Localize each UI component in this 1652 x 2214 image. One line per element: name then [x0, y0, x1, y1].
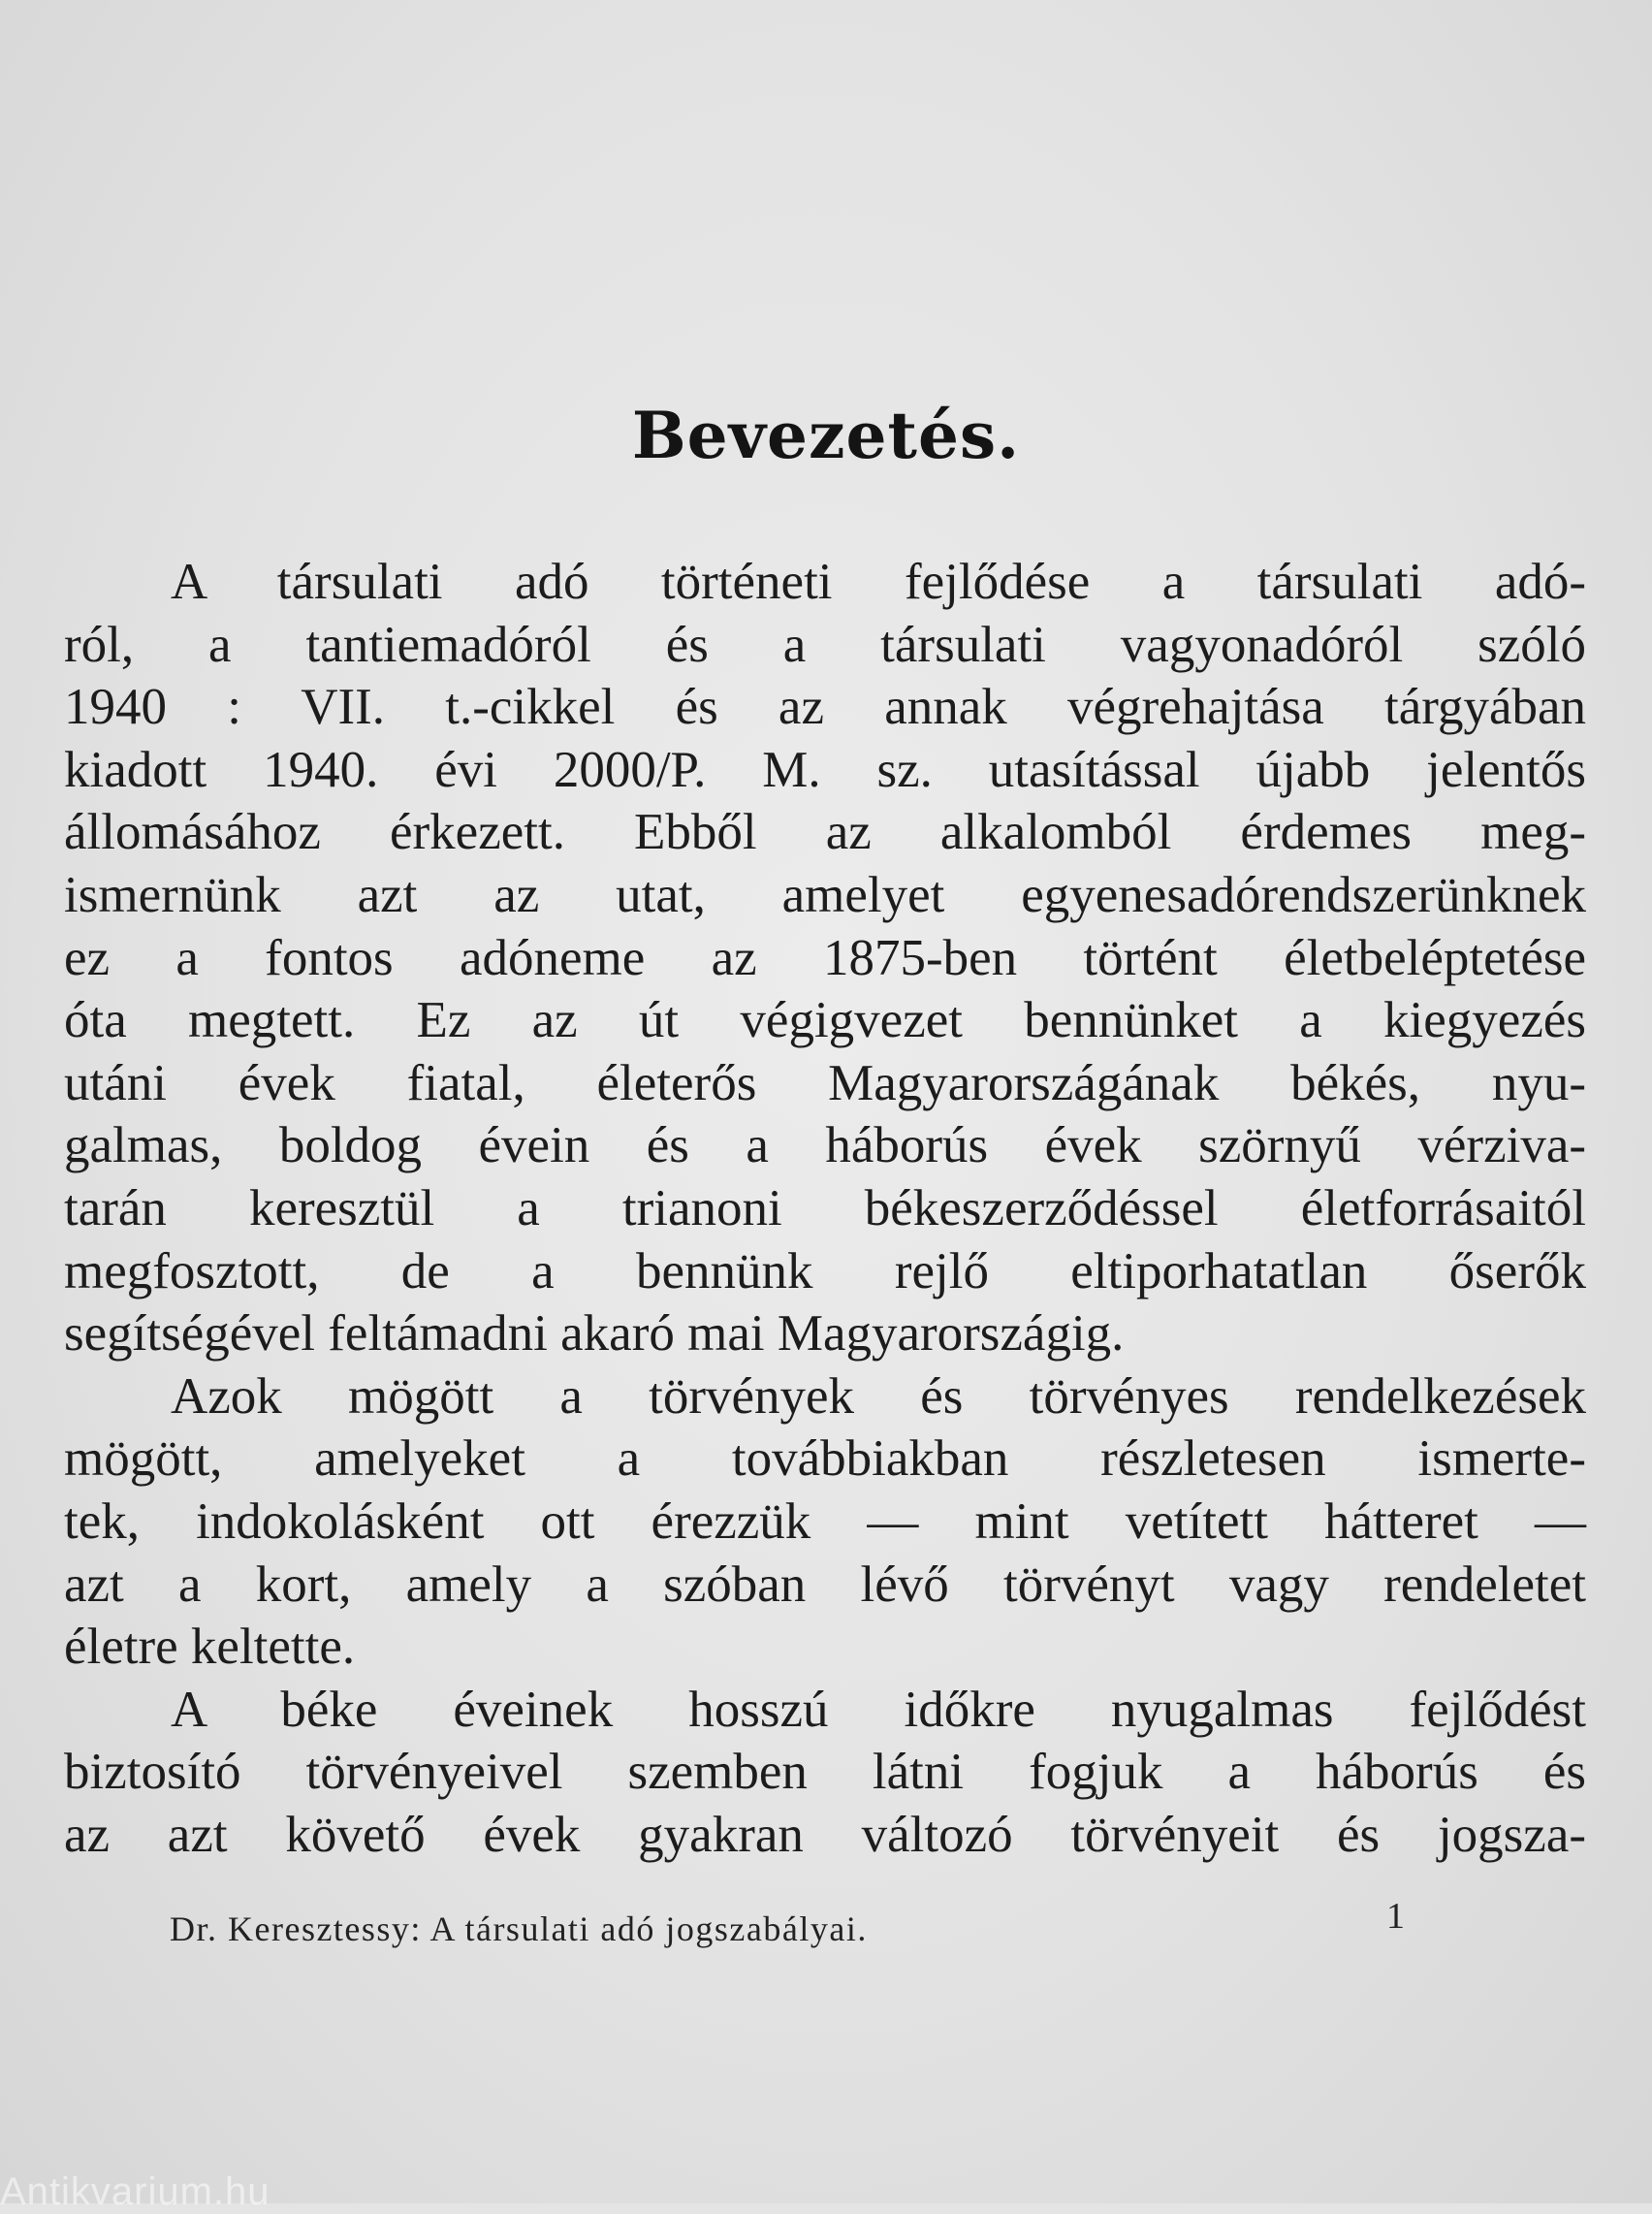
body-text: [64, 551, 1586, 1866]
text-line: mögött, amelyeket a továbbiakban részletesen ismerte-: [64, 1430, 1586, 1488]
running-footer: Dr. Keresztessy: A társulati adó jogszabályai.: [170, 1909, 868, 1948]
text-line: 1940 : VII. t.-cikkel és az annak végrehajtása tárgyában: [64, 679, 1586, 736]
chapter-title: Bevezetés.: [631, 398, 1021, 473]
text-line: azt a kort, amely a szóban lévő törvényt vagy rendeletet: [64, 1556, 1586, 1613]
text-line: megfosztott, de a bennünk rejlő eltiporhatatlan őserők: [64, 1242, 1586, 1300]
text-line: Azok mögött a törvények és törvényes rendelkezések: [171, 1367, 1586, 1425]
text-line: ismernünk azt az utat, amelyet egyenesadórendszerünknek: [64, 866, 1586, 923]
text-line: kiadott 1940. évi 2000/P. M. sz. utasítással újabb jelentős: [64, 741, 1586, 798]
text-line: utáni évek fiatal, életerős Magyarországának békés, nyu-: [64, 1054, 1586, 1111]
text-line: A béke éveinek hosszú időkre nyugalmas fejlődést: [171, 1681, 1586, 1738]
text-line: tek, indokolásként ott érezzük — mint vetített hátteret —: [64, 1492, 1586, 1550]
text-line: biztosító törvényeivel szemben látni fogjuk a háborús és: [64, 1744, 1586, 1801]
page-number: 1: [1386, 1896, 1405, 1937]
text-line: A társulati adó történeti fejlődése a társulati adó-: [171, 554, 1586, 610]
text-line: tarán keresztül a trianoni békeszerződéssel életforrásaitól: [64, 1179, 1586, 1236]
text-line: galmas, boldog évein és a háborús évek szörnyű vérziva-: [64, 1117, 1586, 1174]
text-line: az azt követő évek gyakran változó törvényeit és jogsza-: [64, 1806, 1586, 1863]
watermark: Antikvarium.hu: [0, 2170, 270, 2213]
text-line: állomásához érkezett. Ebből az alkalomból érdemes meg-: [64, 804, 1586, 861]
text-line: életre keltette.: [64, 1619, 356, 1676]
text-line: segítségével feltámadni akaró mai Magyarországig.: [64, 1305, 1125, 1363]
text-line: óta megtett. Ez az út végigvezet bennünket a kiegyezés: [64, 992, 1586, 1049]
text-line: ról, a tantiemadóról és a társulati vagyonadóról szóló: [64, 616, 1586, 673]
text-line: ez a fontos adóneme az 1875-ben történt életbeléptetése: [64, 929, 1586, 986]
